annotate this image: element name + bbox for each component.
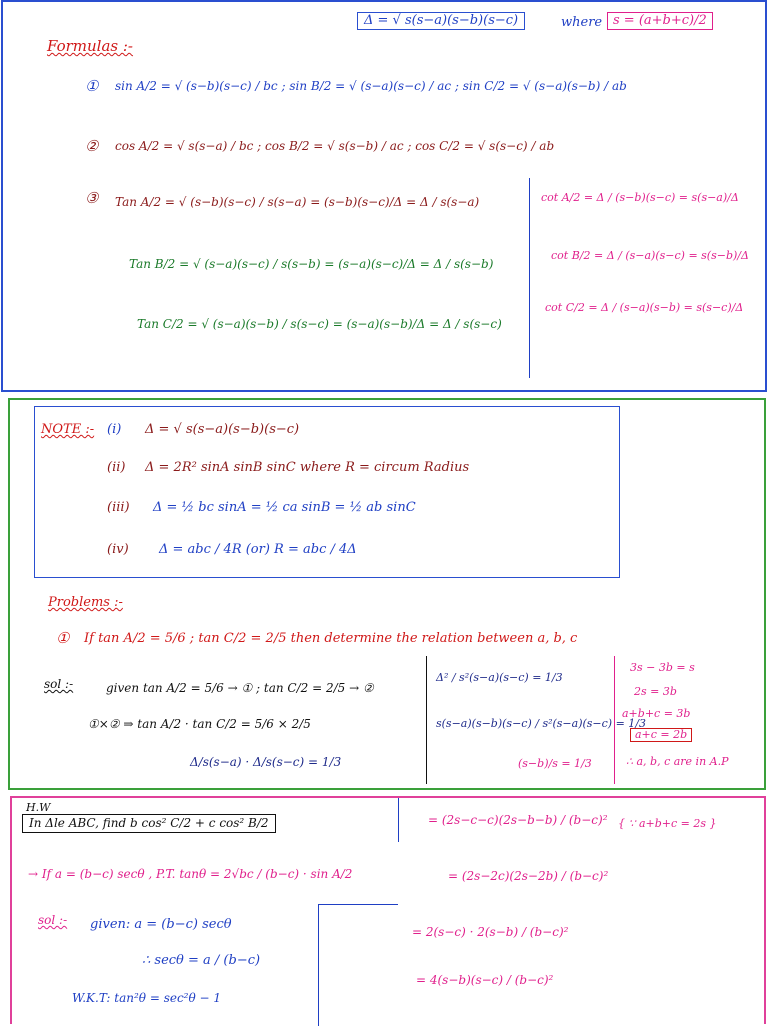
note-1-label: (i) <box>107 422 122 437</box>
formulas-panel <box>1 0 767 392</box>
note-2-label: (ii) <box>107 460 126 475</box>
homework-tag: H.W <box>26 801 51 814</box>
formula-1-sin-half-angles: sin A/2 = √ (s−b)(s−c) / bc ; sin B/2 = √ (s−a)(s−c) / ac ; sin C/2 = √ (s−a)(s−b) / ab <box>115 79 627 93</box>
note-box <box>34 406 620 578</box>
result-step-4: a+c = 2b <box>630 728 692 742</box>
note-4-label: (iv) <box>107 542 129 557</box>
homework-solution-label: sol :- <box>38 913 68 927</box>
formulas-heading: Formulas :- <box>47 37 134 55</box>
formula-cot-c-half: cot C/2 = Δ / (s−a)(s−b) = s(s−c)/Δ <box>545 301 744 314</box>
expansion-step-1: = (2s−c−c)(2s−b−b) / (b−c)² <box>428 813 608 827</box>
homework-divider-low <box>318 904 319 1026</box>
expansion-note: { ∵ a+b+c = 2s } <box>618 817 717 830</box>
homework-panel <box>10 796 766 1024</box>
expansion-step-3: = 2(s−c) · 2(s−b) / (b−c)² <box>412 925 569 939</box>
result-step-1: 3s − 3b = s <box>630 661 695 674</box>
step-ratio: (s−b)/s = 1/3 <box>518 757 592 770</box>
expansion-step-4: = 4(s−b)(s−c) / (b−c)² <box>416 973 554 987</box>
note-3-area-sine: Δ = ½ bc sinA = ½ ca sinB = ½ ab sinC <box>153 500 416 515</box>
formula-1-label: ① <box>85 77 99 95</box>
formula-2-label: ② <box>85 137 99 155</box>
note-1-heron: Δ = √ s(s−a)(s−b)(s−c) <box>145 422 300 437</box>
solution-given: given tan A/2 = 5/6 → ① ; tan C/2 = 2/5 → ② <box>106 681 374 695</box>
formula-tan-a-half: Tan A/2 = √ (s−b)(s−c) / s(s−a) = (s−b)(s−c)/Δ = Δ / s(s−a) <box>115 195 480 209</box>
problem-1-statement: If tan A/2 = 5/6 ; tan C/2 = 2/5 then determine the relation between a, b, c <box>84 631 578 646</box>
homework-divider-mid <box>318 904 398 905</box>
note-heading: NOTE :- <box>41 422 95 437</box>
note-2-area-circumradius: Δ = 2R² sinA sinB sinC where R = circum Radius <box>145 460 470 475</box>
problem-1-label: ① <box>56 629 70 647</box>
solution-delta-product: Δ/s(s−a) · Δ/s(s−c) = 1/3 <box>190 755 342 769</box>
homework-sec-theta: ∴ secθ = a / (b−c) <box>142 953 261 968</box>
note-3-label: (iii) <box>107 500 130 515</box>
notes-problems-panel <box>8 398 766 790</box>
formula-2-cos-half-angles: cos A/2 = √ s(s−a) / bc ; cos B/2 = √ s(s−b) / ac ; cos C/2 = √ s(s−c) / ab <box>115 139 555 153</box>
s-definition: s = (a+b+c)/2 <box>607 12 713 30</box>
homework-given: given: a = (b−c) secθ <box>90 917 232 932</box>
formulas-divider <box>529 178 530 378</box>
problems-heading: Problems :- <box>48 595 123 610</box>
homework-question-1: In Δle ABC, find b cos² C/2 + c cos² B/2 <box>22 814 276 833</box>
solution-label: sol :- <box>44 677 74 691</box>
homework-wkt: W.K.T: tan²θ = sec²θ − 1 <box>72 991 222 1005</box>
solution-multiply: ①×② ⇒ tan A/2 · tan C/2 = 5/6 × 2/5 <box>88 717 311 731</box>
result-conclusion: ∴ a, b, c are in A.P <box>626 755 729 768</box>
formula-cot-a-half: cot A/2 = Δ / (s−b)(s−c) = s(s−a)/Δ <box>541 191 739 204</box>
solution-divider-2 <box>614 656 615 784</box>
formula-cot-b-half: cot B/2 = Δ / (s−a)(s−c) = s(s−b)/Δ <box>551 249 749 262</box>
solution-divider-1 <box>426 656 427 784</box>
heron-formula: Δ = √ s(s−a)(s−b)(s−c) <box>357 12 525 30</box>
result-step-3: a+b+c = 3b <box>622 707 691 720</box>
step-delta-squared: Δ² / s²(s−a)(s−c) = 1/3 <box>436 671 563 684</box>
where-text: where <box>561 15 603 30</box>
homework-divider-top <box>398 798 399 842</box>
expansion-step-2: = (2s−2c)(2s−2b) / (b−c)² <box>448 869 609 883</box>
note-4-abc-over-4r: Δ = abc / 4R (or) R = abc / 4Δ <box>159 542 357 557</box>
formula-tan-c-half: Tan C/2 = √ (s−a)(s−b) / s(s−c) = (s−a)(s−b)/Δ = Δ / s(s−c) <box>137 317 502 331</box>
homework-question-2: → If a = (b−c) secθ , P.T. tanθ = 2√bc / (b−c) · sin A/2 <box>28 867 353 881</box>
result-step-2: 2s = 3b <box>634 685 677 698</box>
formula-tan-b-half: Tan B/2 = √ (s−a)(s−c) / s(s−b) = (s−a)(s−c)/Δ = Δ / s(s−b) <box>129 257 494 271</box>
formula-3-label: ③ <box>85 189 99 207</box>
step-cancel: s(s−a)(s−b)(s−c) / s²(s−a)(s−c) = 1/3 <box>436 717 647 730</box>
